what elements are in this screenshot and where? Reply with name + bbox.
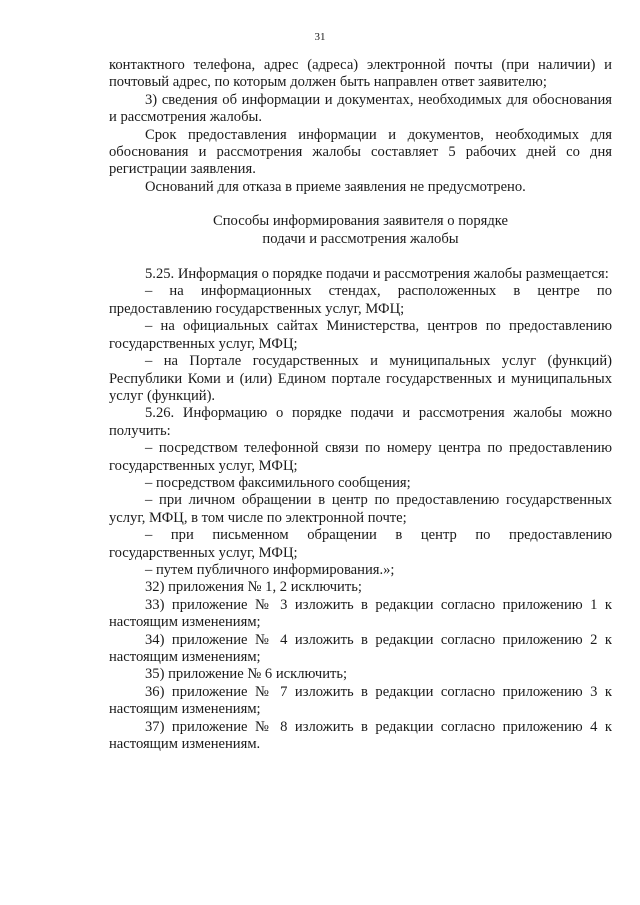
amendment-33: 33) приложение № 3 изложить в редакции согласно приложению 1 к настоящим изменениям;: [109, 596, 612, 631]
list-item-written: – при письменном обращении в центр по предоставлению государственных услуг, МФЦ;: [109, 527, 612, 561]
list-item-portal: – на Портале государственных и муниципальных услуг (функций) Республики Коми и (или) Едином портале государственных и муниципальных услуг (функций).: [109, 353, 612, 404]
amendment-32: 32) приложения № 1, 2 исключить;: [145, 579, 362, 596]
page-number: 31: [314, 31, 326, 43]
paragraph-deadline: Срок предоставления информации и документов, необходимых для обоснования и рассмотрения жалобы составляет 5 рабочих дней со дня регистрации заявления.: [109, 126, 612, 178]
document-body: [109, 57, 612, 753]
list-item-fax: – посредством факсимильного сообщения;: [145, 474, 411, 491]
list-item-phone: – посредством телефонной связи по номеру центра по предоставлению государственных услуг, МФЦ;: [109, 440, 612, 474]
amendment-34: 34) приложение № 4 изложить в редакции согласно приложению 2 к настоящим изменениям;: [109, 631, 612, 665]
list-item-official-sites: – на официальных сайтах Министерства, центров по предоставлению государственных услуг, МФЦ;: [109, 318, 612, 352]
section-heading-line-1: Способы информирования заявителя о порядке: [213, 213, 508, 230]
amendment-36: 36) приложение № 7 изложить в редакции согласно приложению 3 к настоящим изменениям;: [109, 683, 612, 718]
paragraph-5-26-intro: 5.26. Информацию о порядке подачи и рассмотрения жалобы можно получить:: [109, 405, 612, 439]
amendment-37: 37) приложение № 8 изложить в редакции согласно приложению 4 к настоящим изменениям.: [109, 718, 612, 753]
list-item-in-person: – при личном обращении в центр по предоставлению государственных услуг, МФЦ, в том числе по электронной почте;: [109, 492, 612, 526]
paragraph-no-refusal: Оснований для отказа в приеме заявления не предусмотрено.: [145, 178, 526, 195]
list-item-info-stands: – на информационных стендах, расположенных в центре по предоставлению государственных услуг, МФЦ;: [109, 283, 612, 317]
section-heading: [109, 213, 612, 248]
paragraph-contact-details: контактного телефона, адрес (адреса) электронной почты (при наличии) и почтовый адрес, по которым должен быть направлен ответ заявителю;: [109, 57, 612, 91]
list-item-public: – путем публичного информирования.»;: [145, 561, 395, 578]
section-heading-line-2: подачи и рассмотрения жалобы: [262, 230, 459, 247]
paragraph-item-3: 3) сведения об информации и документах, необходимых для обоснования и рассмотрения жалобы.: [109, 91, 612, 126]
paragraph-5-25-intro: 5.25. Информация о порядке подачи и рассмотрения жалобы размещается:: [145, 266, 609, 283]
amendment-35: 35) приложение № 6 исключить;: [145, 666, 348, 683]
